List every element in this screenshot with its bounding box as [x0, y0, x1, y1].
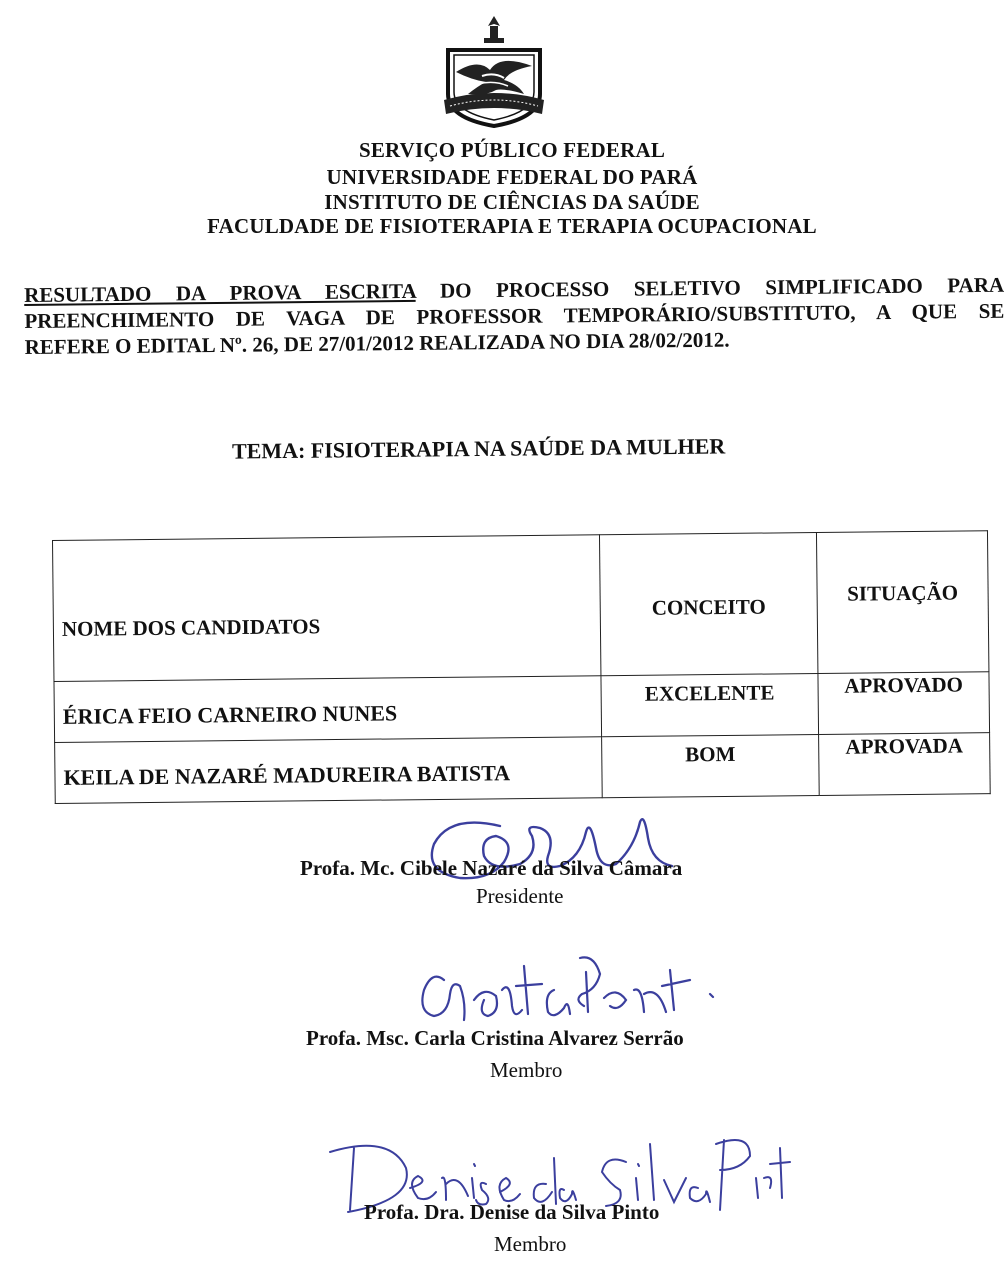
signatory-3-role: Membro	[494, 1232, 567, 1256]
signatory-1-role: Presidente	[476, 884, 564, 908]
table-header-row	[53, 531, 989, 682]
header-line-4: FACULDADE DE FISIOTERAPIA E TERAPIA OCUPACIONAL	[207, 214, 817, 238]
header-line-2: UNIVERSIDADE FEDERAL DO PARÁ	[326, 165, 698, 189]
header-line-3: INSTITUTO DE CIÊNCIAS DA SAÚDE	[324, 190, 700, 214]
candidate-concept: EXCELENTE	[601, 673, 819, 736]
university-crest-icon	[438, 14, 550, 132]
signatory-3-name: Profa. Dra. Denise da Silva Pinto	[364, 1200, 660, 1224]
header-concept: CONCEITO	[599, 532, 817, 675]
signatory-1-name: Profa. Mc. Cibele Nazaré da Silva Câmara	[300, 856, 683, 880]
intro-line-3: REFERE O EDITAL Nº. 26, DE 27/01/2012 REALIZADA NO DIA 28/02/2012.	[24, 327, 730, 359]
signatory-2-name: Profa. Msc. Carla Cristina Alvarez Serrão	[306, 1026, 684, 1050]
intro-underlined-title: RESULTADO DA PROVA ESCRITA	[24, 278, 416, 307]
intro-line-2: PREENCHIMENTO DE VAGA DE PROFESSOR TEMPORÁRIO/SUBSTITUTO, A QUE SE	[24, 298, 1005, 333]
header-name: NOME DOS CANDIDATOS	[53, 535, 601, 682]
candidate-concept: BOM	[602, 734, 820, 797]
signatory-2-role: Membro	[490, 1058, 563, 1082]
results-table	[52, 530, 991, 804]
candidate-name: KEILA DE NAZARÉ MADUREIRA BATISTA	[55, 737, 603, 804]
signature-2-handwriting	[404, 950, 724, 1034]
table-row	[55, 733, 991, 804]
header-line-1: SERVIÇO PÚBLICO FEDERAL	[358, 138, 666, 162]
candidate-name: ÉRICA FEIO CARNEIRO NUNES	[54, 676, 602, 743]
table-row	[54, 672, 990, 743]
candidate-status: APROVADA	[819, 733, 991, 796]
header-status: SITUAÇÃO	[816, 531, 988, 674]
candidate-status: APROVADO	[818, 672, 990, 735]
intro-line-1-rest: DO PROCESSO SELETIVO SIMPLIFICADO PARA	[415, 272, 1005, 303]
tema-heading: TEMA: FISIOTERAPIA NA SAÚDE DA MULHER	[231, 433, 726, 464]
intro-paragraph	[24, 272, 1005, 360]
